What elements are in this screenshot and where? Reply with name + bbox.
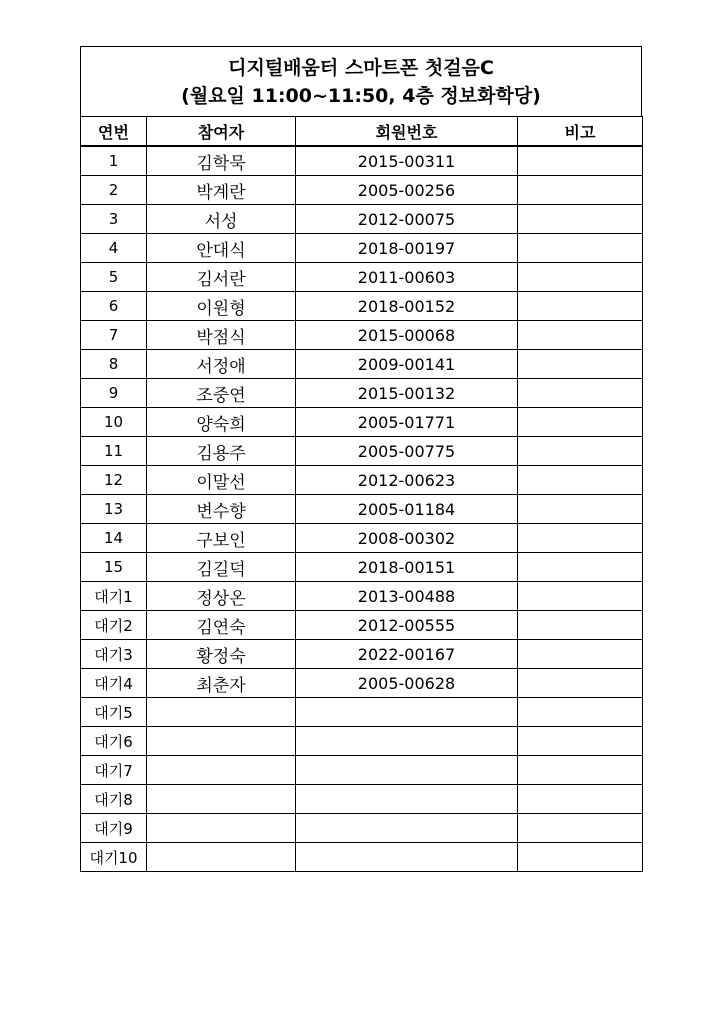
participant-name-cell: 서정애 xyxy=(147,350,296,379)
table-row xyxy=(81,640,643,669)
member-id-cell: 2011-00603 xyxy=(296,263,518,292)
table-row xyxy=(81,698,643,727)
member-id-cell: 2018-00152 xyxy=(296,292,518,321)
member-id-cell xyxy=(296,727,518,756)
participant-name-cell: 김학묵 xyxy=(147,146,296,176)
member-id-cell: 2005-00775 xyxy=(296,437,518,466)
class-schedule: (월요일 11:00~11:50, 4층 정보화학당) xyxy=(181,84,541,107)
row-number-cell: 3 xyxy=(81,205,147,234)
participant-name-cell: 조중연 xyxy=(147,379,296,408)
participant-name-cell xyxy=(147,698,296,727)
table-row xyxy=(81,379,643,408)
member-id-cell: 2005-00628 xyxy=(296,669,518,698)
row-number-cell: 대기9 xyxy=(81,814,147,843)
participant-name-cell: 최춘자 xyxy=(147,669,296,698)
participant-name-cell: 김용주 xyxy=(147,437,296,466)
table-row xyxy=(81,146,643,176)
participant-name-cell xyxy=(147,785,296,814)
table-row xyxy=(81,263,643,292)
row-number-cell: 1 xyxy=(81,146,147,176)
note-cell xyxy=(518,843,643,872)
participant-name-cell: 박점식 xyxy=(147,321,296,350)
row-number-cell: 7 xyxy=(81,321,147,350)
note-cell xyxy=(518,611,643,640)
note-cell xyxy=(518,582,643,611)
table-row xyxy=(81,582,643,611)
table-row xyxy=(81,814,643,843)
participant-name-cell: 김서란 xyxy=(147,263,296,292)
member-id-cell: 2018-00197 xyxy=(296,234,518,263)
member-id-cell: 2012-00623 xyxy=(296,466,518,495)
table-row xyxy=(81,321,643,350)
note-cell xyxy=(518,321,643,350)
row-number-cell: 15 xyxy=(81,553,147,582)
row-number-cell: 대기4 xyxy=(81,669,147,698)
member-id-cell: 2009-00141 xyxy=(296,350,518,379)
member-id-cell: 2022-00167 xyxy=(296,640,518,669)
note-cell xyxy=(518,785,643,814)
member-id-cell: 2015-00311 xyxy=(296,146,518,176)
table-row xyxy=(81,669,643,698)
note-cell xyxy=(518,292,643,321)
participant-table xyxy=(80,116,643,872)
row-number-cell: 14 xyxy=(81,524,147,553)
member-id-cell: 2015-00132 xyxy=(296,379,518,408)
row-number-cell: 2 xyxy=(81,176,147,205)
row-number-cell: 10 xyxy=(81,408,147,437)
row-number-cell: 대기5 xyxy=(81,698,147,727)
note-cell xyxy=(518,727,643,756)
member-id-cell xyxy=(296,756,518,785)
table-row xyxy=(81,205,643,234)
note-cell xyxy=(518,640,643,669)
row-number-cell: 대기6 xyxy=(81,727,147,756)
member-id-cell: 2018-00151 xyxy=(296,553,518,582)
row-number-cell: 6 xyxy=(81,292,147,321)
table-row xyxy=(81,756,643,785)
table-body xyxy=(81,146,643,872)
note-cell xyxy=(518,553,643,582)
roster-sheet xyxy=(80,46,642,872)
table-row xyxy=(81,785,643,814)
row-number-cell: 12 xyxy=(81,466,147,495)
participant-name-cell: 황정숙 xyxy=(147,640,296,669)
row-number-cell: 11 xyxy=(81,437,147,466)
table-row xyxy=(81,234,643,263)
title-box xyxy=(80,46,642,116)
participant-name-cell: 정상온 xyxy=(147,582,296,611)
table-row xyxy=(81,553,643,582)
member-id-cell: 2008-00302 xyxy=(296,524,518,553)
note-cell xyxy=(518,205,643,234)
note-cell xyxy=(518,176,643,205)
participant-name-cell: 김길덕 xyxy=(147,553,296,582)
note-cell xyxy=(518,756,643,785)
participant-name-cell: 구보인 xyxy=(147,524,296,553)
table-row xyxy=(81,843,643,872)
member-id-cell: 2012-00075 xyxy=(296,205,518,234)
table-header-row xyxy=(81,117,643,147)
participant-name-cell: 박계란 xyxy=(147,176,296,205)
row-number-cell: 대기2 xyxy=(81,611,147,640)
member-id-cell xyxy=(296,814,518,843)
participant-name-cell: 이말선 xyxy=(147,466,296,495)
row-number-cell: 13 xyxy=(81,495,147,524)
header-number: 연번 xyxy=(81,117,147,147)
note-cell xyxy=(518,814,643,843)
row-number-cell: 대기7 xyxy=(81,756,147,785)
note-cell xyxy=(518,350,643,379)
row-number-cell: 4 xyxy=(81,234,147,263)
member-id-cell: 2005-00256 xyxy=(296,176,518,205)
table-row xyxy=(81,408,643,437)
participant-name-cell xyxy=(147,756,296,785)
row-number-cell: 대기1 xyxy=(81,582,147,611)
note-cell xyxy=(518,466,643,495)
table-row xyxy=(81,495,643,524)
class-title: 디지털배움터 스마트폰 첫걸음C xyxy=(228,56,494,79)
table-row xyxy=(81,727,643,756)
note-cell xyxy=(518,495,643,524)
member-id-cell xyxy=(296,698,518,727)
member-id-cell: 2005-01184 xyxy=(296,495,518,524)
participant-name-cell: 변수향 xyxy=(147,495,296,524)
member-id-cell xyxy=(296,785,518,814)
participant-name-cell: 이원형 xyxy=(147,292,296,321)
member-id-cell: 2013-00488 xyxy=(296,582,518,611)
row-number-cell: 8 xyxy=(81,350,147,379)
member-id-cell xyxy=(296,843,518,872)
table-row xyxy=(81,466,643,495)
header-note: 비고 xyxy=(518,117,643,147)
header-member-id: 회원번호 xyxy=(296,117,518,147)
note-cell xyxy=(518,437,643,466)
table-row xyxy=(81,437,643,466)
table-row xyxy=(81,350,643,379)
table-row xyxy=(81,176,643,205)
note-cell xyxy=(518,146,643,176)
member-id-cell: 2015-00068 xyxy=(296,321,518,350)
note-cell xyxy=(518,524,643,553)
row-number-cell: 5 xyxy=(81,263,147,292)
header-participant: 참여자 xyxy=(147,117,296,147)
row-number-cell: 대기3 xyxy=(81,640,147,669)
row-number-cell: 9 xyxy=(81,379,147,408)
member-id-cell: 2005-01771 xyxy=(296,408,518,437)
participant-name-cell: 서성 xyxy=(147,205,296,234)
participant-name-cell: 김연숙 xyxy=(147,611,296,640)
note-cell xyxy=(518,234,643,263)
note-cell xyxy=(518,263,643,292)
note-cell xyxy=(518,379,643,408)
participant-name-cell xyxy=(147,727,296,756)
note-cell xyxy=(518,698,643,727)
table-row xyxy=(81,611,643,640)
participant-name-cell: 양숙희 xyxy=(147,408,296,437)
participant-name-cell xyxy=(147,843,296,872)
participant-name-cell xyxy=(147,814,296,843)
participant-name-cell: 안대식 xyxy=(147,234,296,263)
note-cell xyxy=(518,408,643,437)
member-id-cell: 2012-00555 xyxy=(296,611,518,640)
row-number-cell: 대기8 xyxy=(81,785,147,814)
row-number-cell: 대기10 xyxy=(81,843,147,872)
table-row xyxy=(81,524,643,553)
table-row xyxy=(81,292,643,321)
note-cell xyxy=(518,669,643,698)
